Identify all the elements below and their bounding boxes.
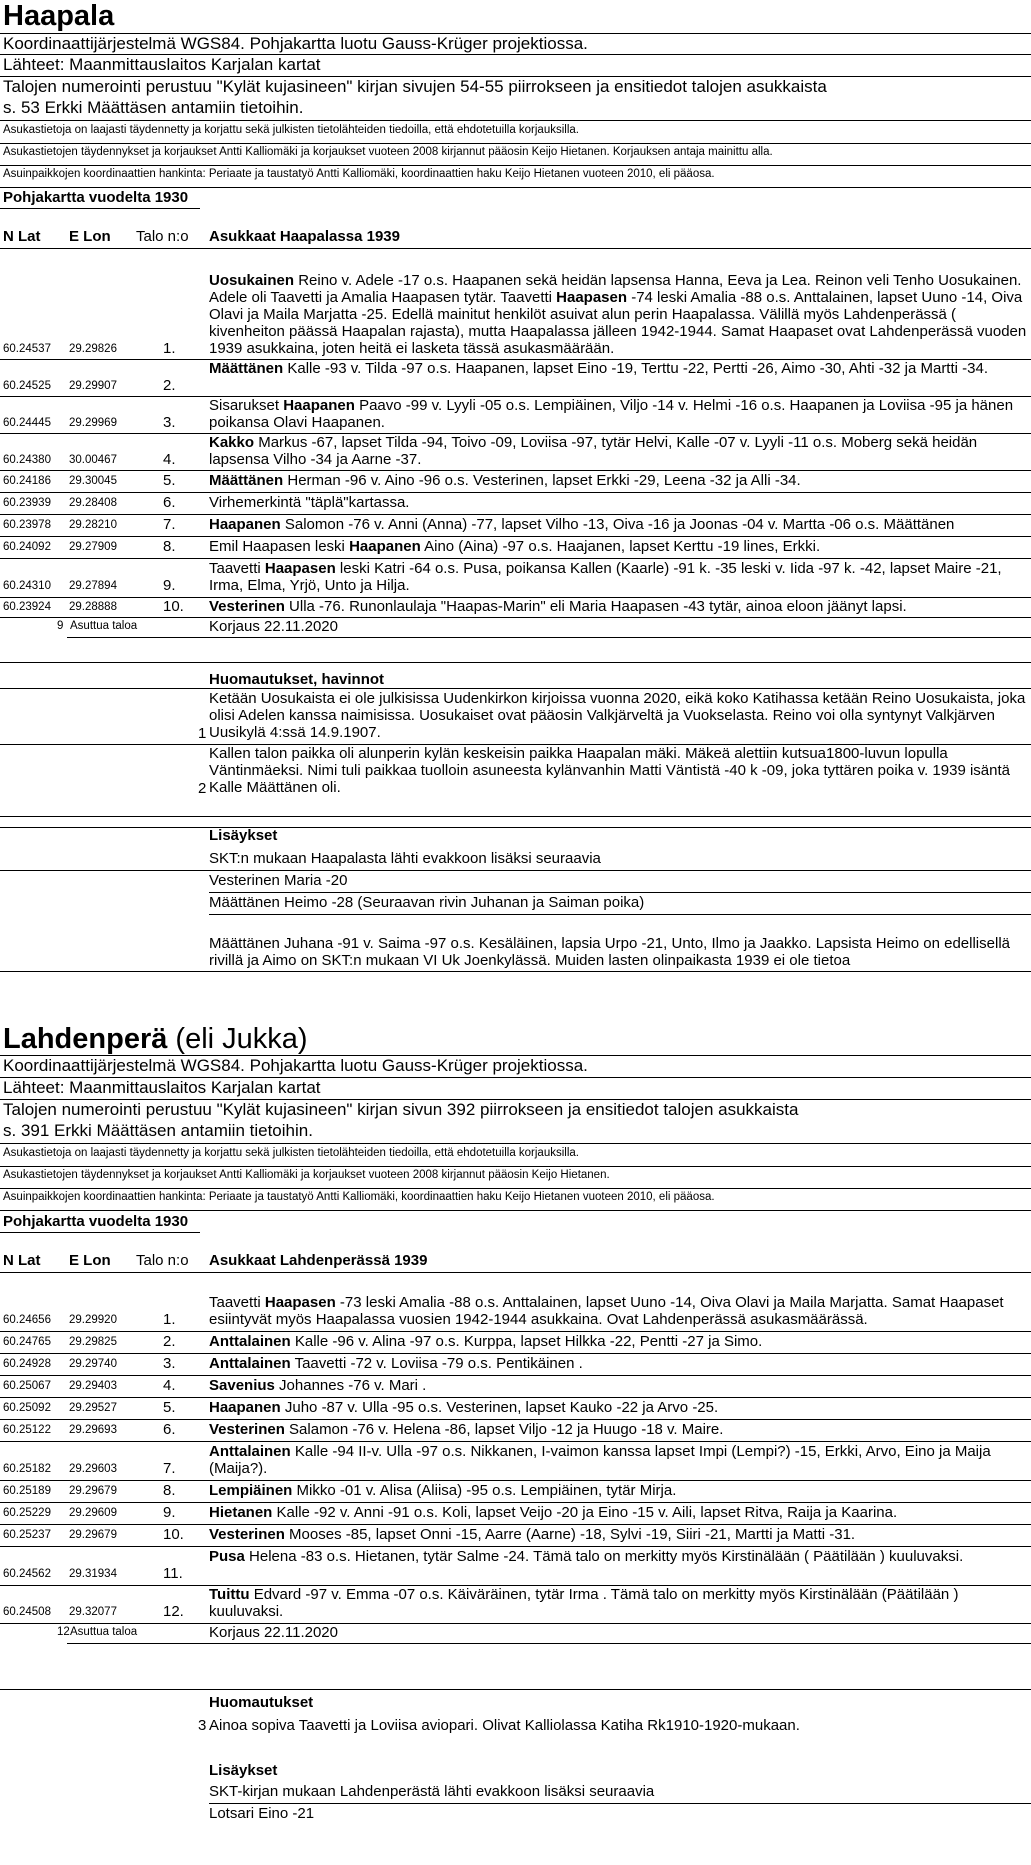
house-number: 1. [163, 340, 176, 357]
house-number: 6. [163, 494, 176, 511]
divider [0, 1353, 1031, 1354]
resident-text [209, 1355, 1029, 1372]
longitude: 29.30045 [69, 475, 117, 487]
house-count-label: Asuttua taloa [70, 1626, 138, 1638]
house-number: 5. [163, 472, 176, 489]
divider [0, 662, 1031, 663]
divider [0, 558, 1031, 559]
latitude: 60.24656 [3, 1314, 51, 1326]
resident-text [209, 1482, 1029, 1499]
house-number: 7. [163, 516, 176, 533]
section1-small-2: Asukastietojen täydennykset ja korjaukset Antti Kalliomäki ja korjaukset vuoteen 2008 kirjannut pääosin Keijo Hietanen. Korjauksen antaja mainittu alla. [3, 146, 773, 158]
latitude: 60.23939 [3, 497, 51, 509]
resident-prefix: Emil Haapasen leski [209, 538, 350, 555]
resident-text [209, 538, 1029, 555]
longitude: 29.29740 [69, 1358, 117, 1370]
divider [0, 1502, 1031, 1503]
divider [0, 1689, 1031, 1690]
latitude: 60.24928 [3, 1358, 51, 1370]
resident-details: Ulla -76. Runonlaulaja "Haapas-Marin" eli Maria Haapasen -43 tytär, ainoa eloon jäänyt lapsi. [284, 598, 907, 615]
notes-title: Huomautukset [209, 1694, 314, 1711]
resident-surname: Haapanen [209, 1399, 281, 1416]
divider [0, 1623, 1031, 1624]
resident-details: Reino v. Adele -17 o.s. Haapanen sekä heidän lapsensa Hanna, Eeva ja Lea. Reinon veli Tenho Uosukainen. Adele oli Taavetti ja Amalia Haapasen tytär. Taavetti [209, 272, 1022, 306]
resident-surname: Anttalainen [209, 1355, 291, 1372]
house-number: 5. [163, 1399, 176, 1416]
resident-surname: Haapasen [264, 560, 336, 577]
house-number: 3. [163, 414, 176, 431]
longitude: 29.29679 [69, 1485, 117, 1497]
longitude: 29.29907 [69, 380, 117, 392]
longitude: 29.29825 [69, 1336, 117, 1348]
resident-details: Aino (Aina) -97 o.s. Haajanen, lapset Kerttu -19 lines, Erkki. [420, 538, 821, 555]
divider [0, 470, 1031, 471]
divider [0, 827, 1031, 828]
resident-surname: Haapanen [283, 397, 355, 414]
latitude: 60.23978 [3, 519, 51, 531]
section2-info-1: Koordinaattijärjestelmä WGS84. Pohjakartta luotu Gauss-Krüger projektiossa. [3, 1056, 588, 1075]
resident-surname: Hietanen [209, 1504, 273, 1521]
resident-details: Juho -87 v. Ulla -95 o.s. Vesterinen, lapset Kauko -22 ja Arvo -25. [280, 1399, 719, 1416]
resident-surname: Vesterinen [209, 598, 285, 615]
house-number: 8. [163, 1482, 176, 1499]
resident-text [209, 434, 1029, 468]
divider [0, 492, 1031, 493]
longitude: 29.28888 [69, 601, 117, 613]
house-number: 3. [163, 1355, 176, 1372]
resident-surname: Kakko [209, 434, 255, 451]
note-number: 2 [198, 780, 207, 797]
section1-info-2: Lähteet: Maanmittauslaitos Karjalan kartat [3, 55, 321, 74]
longitude: 29.28210 [69, 519, 117, 531]
resident-surname: Savenius [209, 1377, 275, 1394]
resident-surname: Haapanen [209, 516, 281, 533]
latitude: 60.24380 [3, 454, 51, 466]
header-residents: Asukkaat Lahdenperässä 1939 [209, 1252, 428, 1269]
house-number: 9. [163, 1504, 176, 1521]
resident-details: Kalle -96 v. Alina -97 o.s. Kurppa, lapset Hilkka -22, Pentti -27 ja Simo. [290, 1333, 763, 1350]
section2-map-year: Pohjakartta vuodelta 1930 [3, 1213, 189, 1230]
longitude: 29.31934 [69, 1568, 117, 1580]
notes-title: Huomautukset, havinnot [209, 671, 385, 688]
resident-details: Kalle -94 II-v. Ulla -97 o.s. Nikkanen, I-vaimon kanssa lapset Impi (Lempi?) -15, Erkki, Arvo, Eino ja Maija (Maija?). [209, 1443, 991, 1477]
latitude: 60.24445 [3, 417, 51, 429]
house-number: 4. [163, 1377, 176, 1394]
section1-title: Haapala [3, 0, 115, 32]
house-count-label: Asuttua taloa [70, 620, 138, 632]
divider [0, 617, 1031, 618]
note-text: Ketään Uosukaista ei ole julkisissa Uudenkirkon kirjoissa vuonna 2020, eikä koko Katihassa ketään Reino Uosukaista, joka olisi Adelen kanssa naimisissa. Uosukaiset ovat pääosin Valkjärveltä ja Vuokselasta. Reino voi olla syntynyt Valkjärven Uusikylä 4:ssä 14.9.1907. [209, 690, 1026, 741]
resident-surname: Vesterinen [209, 1421, 285, 1438]
divider [0, 1375, 1031, 1376]
resident-details: leski Katri -64 o.s. Pusa, poikansa Kallen (Kaarle) -91 k. -35 leski v. Iida -97 k. -42, lapset Maire -21, Irma, Elma, Yrjö, Unto ja Hilja. [209, 560, 1002, 594]
house-number: 7. [163, 1460, 176, 1477]
resident-text [209, 472, 1029, 489]
latitude: 60.25189 [3, 1485, 51, 1497]
resident-details: Kalle -93 v. Tilda -97 o.s. Haapanen, lapset Eino -19, Terttu -22, Pertti -26, Aimo -30, Ahti -32 ja Martti -34. [283, 360, 988, 377]
divider [209, 892, 1031, 893]
house-number: 6. [163, 1421, 176, 1438]
resident-surname: Vesterinen [209, 1526, 285, 1543]
note-text: Ainoa sopiva Taavetti ja Loviisa aviopari. Olivat Kalliolassa Katiha Rk1910-1920-mukaan. [209, 1717, 800, 1734]
resident-text [209, 397, 1029, 431]
section1-info-3: Talojen numerointi perustuu "Kylät kujasineen" kirjan sivujen 54-55 piirrokseen ja ensitiedot talojen asukkaista [3, 77, 827, 96]
additions-title: Lisäykset [209, 827, 278, 844]
resident-text [209, 598, 1029, 615]
resident-prefix: Sisarukset [209, 397, 284, 414]
resident-surname-2: Haapasen [556, 289, 628, 306]
note-number: 1 [198, 725, 207, 742]
section1-small-1: Asukastietoja on laajasti täydennetty ja korjattu sekä julkisten tietolähteiden tiedoilla, että ehdotetuilla korjauksilla. [3, 124, 579, 136]
house-number: 12. [163, 1603, 184, 1620]
latitude: 60.25229 [3, 1507, 51, 1519]
longitude: 30.00467 [69, 454, 117, 466]
addition-item: Lotsari Eino -21 [209, 1805, 315, 1822]
section1-small-3: Asuinpaikkojen koordinaattien hankinta: Periaate ja taustatyö Antti Kalliomäki, koordinaattien haku Keijo Hietanen vuoteen 2010, eli pääosa. [3, 168, 715, 180]
resident-text [209, 1586, 1029, 1620]
header-lat: N Lat [3, 1252, 41, 1269]
section2-info-3: Talojen numerointi perustuu "Kylät kujasineen" kirjan sivun 392 piirrokseen ja ensitiedot talojen asukkaista [3, 1100, 799, 1119]
resident-text [209, 1399, 1029, 1416]
latitude: 60.24525 [3, 380, 51, 392]
resident-surname: Pusa [209, 1548, 245, 1565]
resident-details: -73 leski Amalia -88 o.s. Anttalainen, lapset Uuno -14, Oiva Olavi ja Maila Marjatta. Samat Haapaset esiintyvät myös Haapalassa vuosien 1942-1944 asukkaina. Ovat Lahdenperässä asukasmäärässä. [209, 1294, 1004, 1328]
longitude: 29.29920 [69, 1314, 117, 1326]
header-talo: Talo n:o [136, 1252, 189, 1269]
resident-details-2: -74 leski Amalia -88 o.s. Anttalainen, lapset Uuno -14, Oiva Olavi ja Maila Marjatta -25. Edellä mainitut henkilöt asuivat alun perin Haapalassa. Välillä myös Lahdenperässä ( kivenheiton päässä Haapalan rajasta), mutta Haapalassa jälleen 1942-1944. Samat Haapaset ovat Lahdenperässä vuoden 1939 asukkaina, joten heitä ei lasketa tässä asukasmäärään. [209, 289, 1027, 357]
resident-details: Salamon -76 v. Helena -86, lapset Viljo -12 ja Huugo -18 v. Maire. [284, 1421, 724, 1438]
latitude: 60.23924 [3, 601, 51, 613]
section2-small-1: Asukastietoja on laajasti täydennetty ja korjattu sekä julkisten tietolähteiden tiedoilla, että ehdotetuilla korjauksilla. [3, 1147, 579, 1159]
section2-small-3: Asuinpaikkojen koordinaattien hankinta: Periaate ja taustatyö Antti Kalliomäki, koordinaattien haku Keijo Hietanen vuoteen 2010, eli pääosa. [3, 1191, 715, 1203]
section2-info-2: Lähteet: Maanmittauslaitos Karjalan kartat [3, 1078, 321, 1097]
resident-text [209, 1548, 1029, 1565]
section2-title: Lahdenperä (eli Jukka) [3, 1023, 308, 1055]
resident-text [209, 272, 1029, 357]
divider [0, 1441, 1031, 1442]
resident-surname: Haapasen [264, 1294, 336, 1311]
note-text: Kallen talon paikka oli alunperin kylän keskeisin paikka Haapalan mäki. Mäkeä alettiin kutsua1800-luvun lopulla Väntinmäeksi. Nimi tuli paikkaa tuolloin asuneesta kylänvanhin Matti Väntistä -40 k -09, joka tyttären poika v. 1939 isäntä Kalle Määttänen oli. [209, 745, 1010, 796]
latitude: 60.24092 [3, 541, 51, 553]
divider [0, 688, 1031, 689]
resident-text [209, 1443, 1029, 1477]
longitude: 29.29679 [69, 1529, 117, 1541]
resident-text [209, 494, 1029, 511]
house-number: 10. [163, 598, 184, 615]
longitude: 29.29527 [69, 1402, 117, 1414]
resident-details: Virhemerkintä "täplä"kartassa. [209, 494, 410, 511]
header-residents: Asukkaat Haapalassa 1939 [209, 228, 400, 245]
header-lon: E Lon [69, 1252, 111, 1269]
addition-item: SKT:n mukaan Haapalasta lähti evakkoon lisäksi seuraavia [209, 850, 601, 867]
resident-text [209, 1526, 1029, 1543]
house-number: 10. [163, 1526, 184, 1543]
divider [0, 536, 1031, 537]
divider [0, 514, 1031, 515]
section1-map-year: Pohjakartta vuodelta 1930 [3, 189, 189, 206]
resident-text [209, 1377, 1029, 1394]
house-number: 4. [163, 451, 176, 468]
house-number: 1. [163, 1311, 176, 1328]
latitude: 60.24765 [3, 1336, 51, 1348]
section2-info-4: s. 391 Erkki Määttäsen antamiin tietoihin. [3, 1121, 313, 1140]
addition-item: Vesterinen Maria -20 [209, 872, 348, 889]
resident-text [209, 1294, 1029, 1328]
resident-text [209, 360, 1029, 377]
section1-info-4: s. 53 Erkki Määttäsen antamiin tietoihin. [3, 98, 304, 117]
resident-details: Markus -67, lapset Tilda -94, Toivo -09, Loviisa -97, tytär Helvi, Kalle -07 v. Lyyli -11 o.s. Moberg sekä heidän lapsensa Vilho -34 ja Aarne -37. [209, 434, 978, 468]
latitude: 60.24310 [3, 580, 51, 592]
resident-surname: Anttalainen [209, 1333, 291, 1350]
resident-text [209, 1421, 1029, 1438]
divider [0, 870, 1031, 871]
divider [209, 1803, 1031, 1804]
longitude: 29.29693 [69, 1424, 117, 1436]
additions-title: Lisäykset [209, 1762, 278, 1779]
divider [209, 914, 1031, 915]
resident-details: Kalle -92 v. Anni -91 o.s. Koli, lapset Veijo -20 ja Eino -15 v. Aili, lapset Ritva, Raija ja Kaarina. [272, 1504, 898, 1521]
resident-surname: Haapanen [349, 538, 421, 555]
header-lon: E Lon [69, 228, 111, 245]
header-lat: N Lat [3, 228, 41, 245]
longitude: 29.28408 [69, 497, 117, 509]
longitude: 29.29403 [69, 1380, 117, 1392]
divider [0, 1397, 1031, 1398]
resident-details: Mikko -01 v. Alisa (Aliisa) -95 o.s. Lempiäinen, tytär Mirja. [292, 1482, 677, 1499]
resident-surname: Määttänen [209, 472, 284, 489]
longitude: 29.27909 [69, 541, 117, 553]
latitude: 60.24508 [3, 1606, 51, 1618]
resident-surname: Anttalainen [209, 1443, 291, 1460]
resident-details: Edvard -97 v. Emma -07 o.s. Käiväräinen, tytär Irma . Tämä talo on merkitty myös Kirstinälään (Päätilään ) kuuluvaksi. [209, 1586, 959, 1620]
latitude: 60.25092 [3, 1402, 51, 1414]
resident-text [209, 516, 1029, 533]
longitude: 29.29603 [69, 1463, 117, 1475]
divider [0, 1419, 1031, 1420]
resident-details: Taavetti -72 v. Loviisa -79 o.s. Pentikäinen . [290, 1355, 583, 1372]
divider [0, 1546, 1031, 1547]
correction-date: Korjaus 22.11.2020 [209, 1624, 338, 1641]
house-number: 2. [163, 377, 176, 394]
addition-item: Määttänen Juhana -91 v. Saima -97 o.s. Kesäläinen, lapsia Urpo -21, Unto, Ilmo ja Jaakko. Lapsista Heimo on edellisellä rivillä ja Aimo on SKT:n mukaan VI Uk Joenkylässä. Muiden lasten olinpaikasta 1939 ei ole tietoa [209, 935, 1010, 969]
latitude: 60.24537 [3, 343, 51, 355]
divider [0, 816, 1031, 817]
resident-prefix: Taavetti [209, 1294, 265, 1311]
longitude: 29.29609 [69, 1507, 117, 1519]
resident-surname: Tuittu [209, 1586, 250, 1603]
resident-surname: Lempiäinen [209, 1482, 293, 1499]
divider [0, 1480, 1031, 1481]
house-number: 9. [163, 577, 176, 594]
resident-details: Johannes -76 v. Mari . [274, 1377, 427, 1394]
longitude: 29.29826 [69, 343, 117, 355]
latitude: 60.25237 [3, 1529, 51, 1541]
resident-details: Helena -83 o.s. Hietanen, tytär Salme -24. Tämä talo on merkitty myös Kirstinälään ( Päätilään ) kuuluvaksi. [244, 1548, 964, 1565]
note-number: 3 [198, 1717, 207, 1734]
resident-text [209, 560, 1029, 594]
addition-item: Määttänen Heimo -28 (Seuraavan rivin Juhanan ja Saiman poika) [209, 894, 645, 911]
house-number: 8. [163, 538, 176, 555]
correction-date: Korjaus 22.11.2020 [209, 618, 338, 635]
latitude: 60.25182 [3, 1463, 51, 1475]
latitude: 60.24186 [3, 475, 51, 487]
header-talo: Talo n:o [136, 228, 189, 245]
resident-details: Mooses -85, lapset Onni -15, Aarre (Aarne) -18, Sylvi -19, Siiri -21, Martti ja Matti -31. [284, 1526, 856, 1543]
divider [67, 637, 1031, 638]
divider [0, 1524, 1031, 1525]
longitude: 29.29969 [69, 417, 117, 429]
addition-item: SKT-kirjan mukaan Lahdenperästä lähti evakkoon lisäksi seuraavia [209, 1783, 655, 1800]
divider [67, 1643, 1031, 1644]
resident-prefix: Taavetti [209, 560, 265, 577]
latitude: 60.25067 [3, 1380, 51, 1392]
latitude: 60.25122 [3, 1424, 51, 1436]
resident-surname: Uosukainen [209, 272, 295, 289]
house-number: 2. [163, 1333, 176, 1350]
resident-surname: Määttänen [209, 360, 284, 377]
divider [0, 971, 1031, 972]
resident-text [209, 1333, 1029, 1350]
resident-details: Herman -96 v. Aino -96 o.s. Vesterinen, lapset Erkki -29, Leena -32 ja Alli -34. [283, 472, 801, 489]
resident-details: Paavo -99 v. Lyyli -05 o.s. Lempiäinen, Viljo -14 v. Helmi -16 o.s. Haapanen ja Loviisa -95 ja hänen poikansa Olavi Haapanen. [209, 397, 1014, 431]
section1-info-1: Koordinaattijärjestelmä WGS84. Pohjakartta luotu Gauss-Krüger projektiossa. [3, 34, 588, 53]
longitude: 29.32077 [69, 1606, 117, 1618]
resident-details: Salomon -76 v. Anni (Anna) -77, lapset Vilho -13, Oiva -16 ja Joonas -04 v. Martta -06 o.s. Määttänen [280, 516, 955, 533]
longitude: 29.27894 [69, 580, 117, 592]
house-number: 11. [163, 1565, 183, 1582]
section2-small-2: Asukastietojen täydennykset ja korjaukset Antti Kalliomäki ja korjaukset vuoteen 2008 kirjannut pääosin Keijo Hietanen. [3, 1169, 610, 1181]
divider [0, 1331, 1031, 1332]
resident-text [209, 1504, 1029, 1521]
latitude: 60.24562 [3, 1568, 51, 1580]
